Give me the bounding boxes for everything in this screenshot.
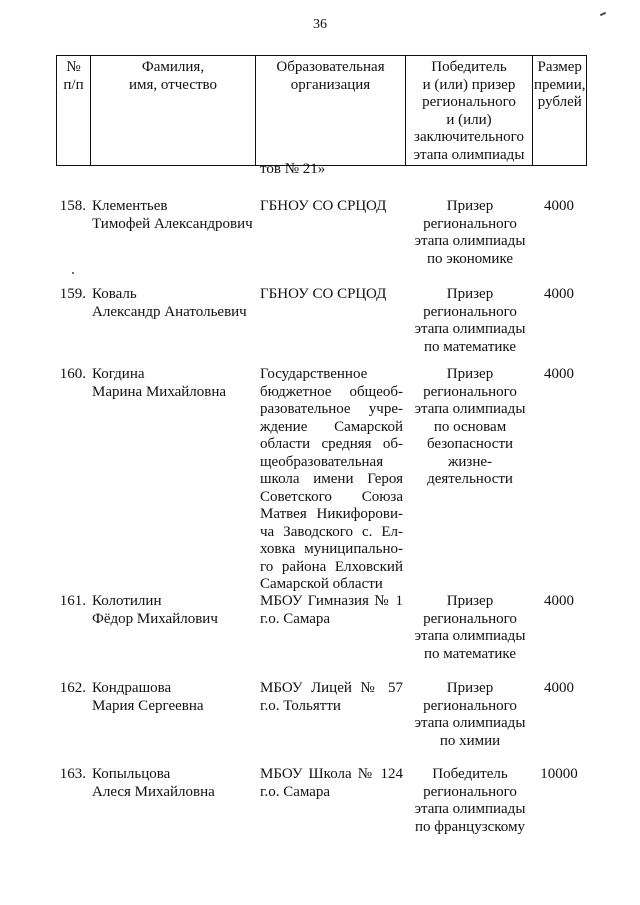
header-status: Победитель и (или) призер регионального и (или) заключительного этапа олимпиады [406, 56, 533, 166]
organization-line: ча Заводского с. Ел- [260, 523, 403, 540]
entry-status: Призер регионального этапа олимпиады по химии [414, 680, 526, 749]
entry-name: Когдина Марина Михайловна [92, 366, 227, 400]
table-header [56, 55, 587, 166]
entry-name: Клементьев Тимофей Александрович [92, 198, 253, 232]
entry-organization [260, 286, 403, 304]
entry-organization [260, 198, 403, 216]
entry-number: 162. [59, 680, 86, 696]
organization-line: ГБНОУ СО СРЦОД [260, 198, 387, 214]
entry-organization [260, 766, 403, 801]
organization-line: МБОУ Гимназия № 1 [260, 593, 403, 609]
header-row [57, 56, 587, 166]
header-org: Образовательная организация [256, 56, 406, 166]
entry-number: 163. [59, 766, 86, 782]
scan-dot [72, 272, 74, 274]
entry-status: Призер регионального этапа олимпиады по математике [414, 593, 526, 662]
header-name: Фамилия, имя, отчество [91, 56, 256, 166]
organization-line: щеобразовательная [260, 453, 384, 470]
entry-status: Призер регионального этапа олимпиады по основам безопасности жизне- деятельности [414, 366, 526, 487]
organization-line: бюджетное общеоб- [260, 383, 403, 400]
entry-name: Коваль Александр Анатольевич [92, 286, 247, 320]
organization-line: школа имени Героя [260, 471, 403, 487]
organization-line: МБОУ Школа № 124 [260, 766, 403, 782]
organization-line: го района Елховский [260, 558, 403, 575]
entry-status: Призер регионального этапа олимпиады по математике [414, 286, 526, 355]
entry-organization [260, 593, 403, 628]
organization-line: Государственное [260, 366, 368, 382]
entry-organization [260, 680, 403, 715]
organization-line: г.о. Тольятти [260, 697, 341, 714]
organization-line: ГБНОУ СО СРЦОД [260, 286, 387, 302]
continuation-text: тов № 21» [260, 161, 326, 177]
organization-line: г.о. Самара [260, 610, 331, 627]
organization-line: Матвея Никифорови- [260, 506, 403, 522]
entry-name: Копыльцова Алеся Михайловна [92, 766, 215, 800]
entry-prize: 4000 [544, 593, 574, 609]
organization-line: области средняя об- [260, 436, 403, 452]
entry-number: 160. [59, 366, 86, 382]
entry-organization [260, 366, 403, 594]
entry-prize: 4000 [544, 366, 574, 382]
entry-name: Колотилин Фёдор Михайлович [92, 593, 218, 627]
organization-line: ховка муниципально- [260, 541, 403, 557]
organization-line: ждение Самарской [260, 418, 403, 435]
page-number: 36 [313, 17, 327, 32]
organization-line: МБОУ Лицей № 57 [260, 680, 403, 696]
organization-line: разовательное учре- [260, 401, 403, 417]
header-prize: Размер премии, рублей [533, 56, 587, 166]
entry-status: Победитель регионального этапа олимпиады по французскому [414, 766, 526, 835]
entry-prize: 4000 [544, 286, 574, 302]
entry-number: 158. [59, 198, 86, 214]
entry-prize: 10000 [540, 766, 578, 782]
organization-line: Самарской области [260, 576, 383, 592]
entry-prize: 4000 [544, 680, 574, 696]
entry-prize: 4000 [544, 198, 574, 214]
entry-number: 159. [59, 286, 86, 302]
entry-number: 161. [59, 593, 86, 609]
scan-mark [600, 12, 606, 16]
header-num: № п/п [57, 56, 91, 166]
entry-status: Призер регионального этапа олимпиады по экономике [414, 198, 526, 267]
organization-line: Советского Союза [260, 488, 403, 505]
organization-line: г.о. Самара [260, 783, 331, 800]
entry-name: Кондрашова Мария Сергеевна [92, 680, 204, 714]
